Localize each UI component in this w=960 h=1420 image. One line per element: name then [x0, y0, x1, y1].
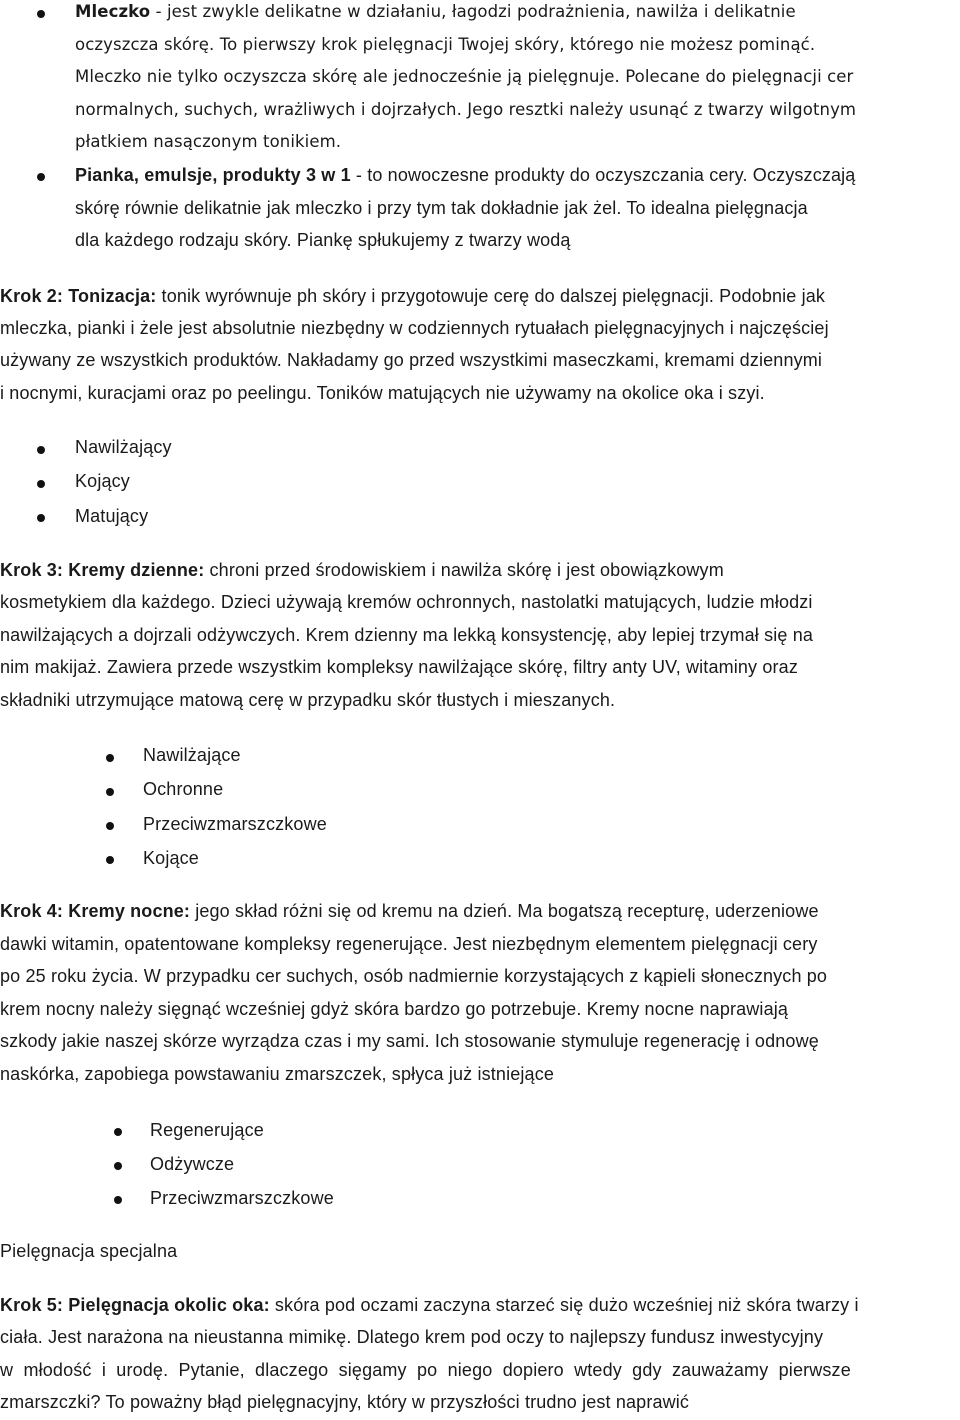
step2-line-3: używany ze wszystkich produktów. Nakładamy go przed wszystkimi maseczkami, kremami dziennymi: [0, 350, 823, 370]
step4-type-item: Odżywcze: [150, 1154, 235, 1174]
step5-line-4: zmarszczki? To poważny błąd pielęgnacyjny, który w przyszłości trudno jest naprawić: [0, 1392, 690, 1412]
special-care-heading: Pielęgnacja specjalna: [0, 1241, 178, 1261]
step3-line-3: nawilżających a dojrzali odżywczych. Krem dzienny ma lekką konsystencję, aby lepiej trzymał się na: [0, 625, 814, 645]
step3-type-item: Ochronne: [143, 779, 224, 799]
step2-type-item: Nawilżający: [75, 437, 172, 457]
bullet-icon: [37, 480, 45, 488]
step4-line-5: szkody jakie naszej skórze wyrządza czas i my sami. Ich stosowanie stymuluje regenerację i odnowę: [0, 1031, 819, 1051]
bullet-icon: [114, 1196, 122, 1204]
bullet-icon: [106, 856, 114, 864]
step4-line-4: krem nocny należy sięgnąć wcześniej gdyż skóra bardzo go potrzebuje. Kremy nocne naprawiają: [0, 999, 789, 1019]
bullet-icon: [37, 514, 45, 522]
step4-line-2: dawki witamin, opatentowane kompleksy regenerujące. Jest niezbędnym elementem pielęgnacji cery: [0, 934, 818, 954]
step3-line-5: składniki utrzymujące matową cerę w przypadku skór tłustych i mieszanych.: [0, 690, 616, 710]
step5-line-1: Krok 5: Pielęgnacja okolic oka: skóra pod oczami zaczyna starzeć się dużo wcześniej niż skóra twarzy i: [0, 1295, 859, 1315]
step4-label: Krok 4: Kremy nocne:: [0, 901, 191, 921]
step5-line-3: w młodość i urodę. Pytanie, dlaczego sięgamy po niego dopiero wtedy gdy zauważamy pierwsze: [0, 1360, 851, 1380]
bullet-icon: [37, 10, 45, 18]
step2-type-item: Matujący: [75, 506, 149, 526]
step5-line-2: ciała. Jest narażona na nieustanna mimikę. Dlatego krem pod oczy to najlepszy fundusz inwestycyjny: [0, 1327, 824, 1347]
bullet-pianka-line-3: dla każdego rodzaju skóry. Piankę spłukujemy z twarzy wodą: [75, 230, 571, 250]
step3-line-4: nim makijaż. Zawiera przede wszystkim kompleksy nawilżające skórę, filtry anty UV, witaminy oraz: [0, 657, 798, 677]
step4-type-item: Regenerujące: [150, 1120, 264, 1140]
bullet-mleczko-line-2: oczyszcza skórę. To pierwszy krok pielęgnacji Twojej skóry, którego nie możesz pominąć.: [75, 35, 816, 54]
step2-line-1: Krok 2: Tonizacja: tonik wyrównuje ph skóry i przygotowuje cerę do dalszej pielęgnacji. Podobnie jak: [0, 286, 826, 306]
step4-line-3: po 25 roku życia. W przypadku cer suchych, osób nadmiernie korzystających z kąpieli słonecznych po: [0, 966, 828, 986]
step4-line-1: Krok 4: Kremy nocne: jego skład różni się od kremu na dzień. Ma bogatszą recepturę, uderzeniowe: [0, 901, 819, 921]
bullet-icon: [37, 173, 45, 181]
bullet-mleczko-title: Mleczko: [75, 2, 151, 21]
bullet-mleczko-line-1: Mleczko - jest zwykle delikatne w działaniu, łagodzi podrażnienia, nawilża i delikatnie: [75, 2, 796, 21]
bullet-icon: [106, 822, 114, 830]
step2-label: Krok 2: Tonizacja:: [0, 286, 157, 306]
step3-type-item: Nawilżające: [143, 745, 241, 765]
bullet-icon: [114, 1128, 122, 1136]
bullet-icon: [106, 754, 114, 762]
bullet-pianka-line-1: Pianka, emulsje, produkty 3 w 1 - to nowoczesne produkty do oczyszczania cery. Oczyszczają: [75, 165, 856, 185]
step4-line-6: naskórka, zapobiega powstawaniu zmarszczek, spłyca już istniejące: [0, 1064, 555, 1084]
step2-line-2: mleczka, pianki i żele jest absolutnie niezbędny w codziennych rytuałach pielęgnacyjnych i najczęściej: [0, 318, 829, 338]
step2-type-item: Kojący: [75, 471, 130, 491]
step3-type-item: Kojące: [143, 848, 199, 868]
step4-type-item: Przeciwzmarszczkowe: [150, 1188, 334, 1208]
bullet-pianka-title: Pianka, emulsje, produkty 3 w 1: [75, 165, 351, 185]
bullet-icon: [37, 446, 45, 454]
bullet-mleczko-line-5: płatkiem nasączonym tonikiem.: [75, 132, 342, 151]
bullet-icon: [114, 1162, 122, 1170]
step3-type-item: Przeciwzmarszczkowe: [143, 814, 327, 834]
bullet-mleczko-line-3: Mleczko nie tylko oczyszcza skórę ale jednocześnie ją pielęgnuje. Polecane do pielęgnacji cer: [75, 67, 854, 86]
step3-line-1: Krok 3: Kremy dzienne: chroni przed środowiskiem i nawilża skórę i jest obowiązkowym: [0, 560, 724, 580]
step3-label: Krok 3: Kremy dzienne:: [0, 560, 205, 580]
bullet-pianka-line-2: skórę równie delikatnie jak mleczko i przy tym tak dokładnie jak żel. To idealna pielęgnacja: [75, 198, 808, 218]
step3-line-2: kosmetykiem dla każdego. Dzieci używają kremów ochronnych, nastolatki matujących, ludzie młodzi: [0, 592, 813, 612]
bullet-mleczko-line-4: normalnych, suchych, wrażliwych i dojrzałych. Jego resztki należy usunąć z twarzy wilgotnym: [75, 100, 857, 119]
step5-label: Krok 5: Pielęgnacja okolic oka:: [0, 1295, 270, 1315]
step2-line-4: i nocnymi, kuracjami oraz po peelingu. Toników matujących nie używamy na okolice oka i szyi.: [0, 383, 765, 403]
bullet-icon: [106, 788, 114, 796]
